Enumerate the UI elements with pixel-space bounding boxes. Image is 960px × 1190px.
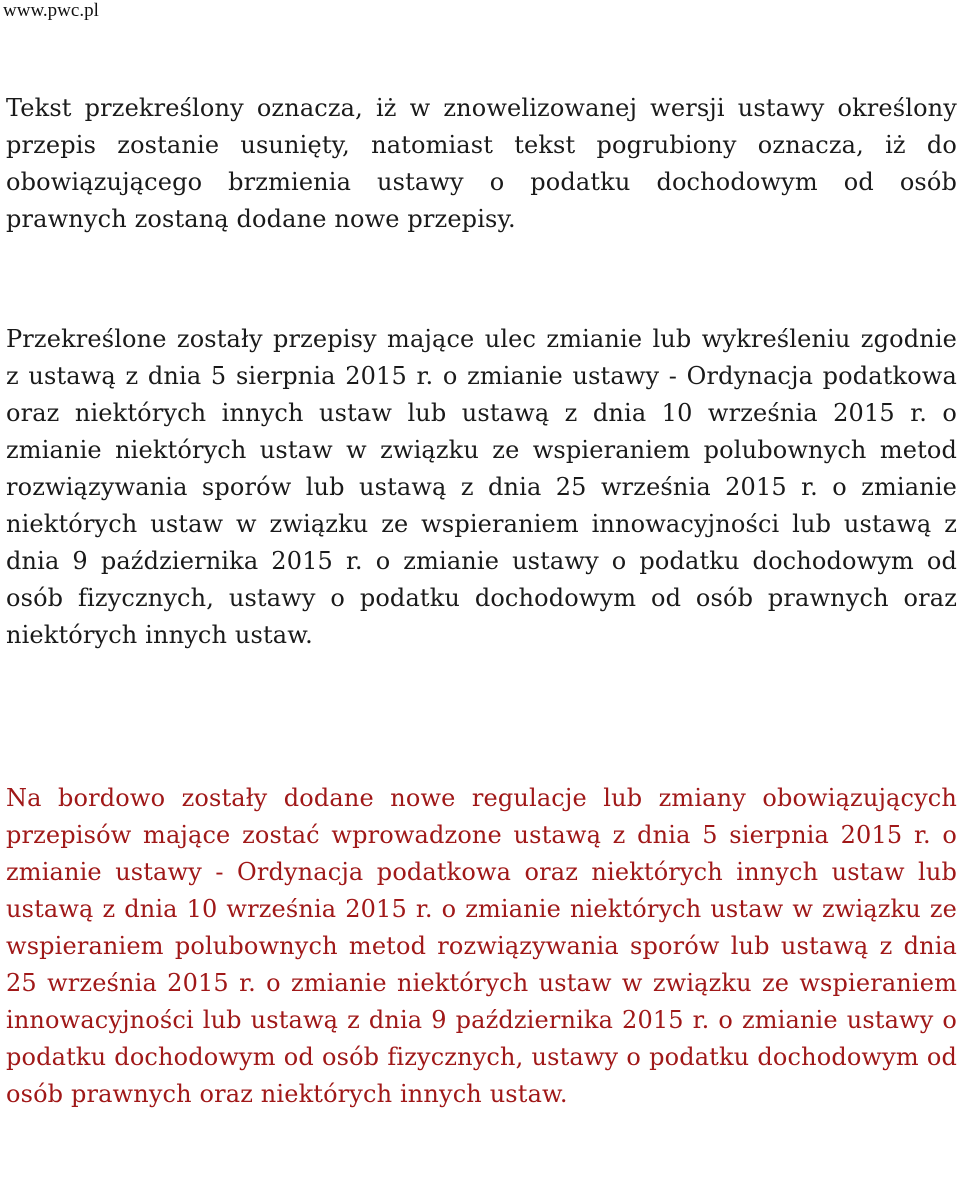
legend-intro-paragraph: Tekst przekreślony oznacza, iż w znowelizowanej wersji ustawy określony przepis zostanie usunięty, natomiast tekst pogrubiony oznacza, iż do obowiązującego brzmienia ustawy o podatku dochodowym od osób prawnych zostaną dodane nowe przepisy. [6,94,957,233]
source-url: www.pwc.pl [3,0,99,21]
legend-struck-paragraph: Przekreślone zostały przepisy mające ulec zmianie lub wykreśleniu zgodnie z ustawą z dnia 5 sierpnia 2015 r. o zmianie ustawy - Ordynacja podatkowa oraz niektórych innych ustaw lub ustawą z dnia 10 września 2015 r. o zmianie niektórych ustaw w związku ze wspieraniem polubownych metod rozwiązywania sporów lub ustawą z dnia 25 września 2015 r. o zmianie niektórych ustaw w związku ze wspieraniem innowacyjności lub ustawą z dnia 9 października 2015 r. o zmianie ustawy o podatku dochodowym od osób fizycznych, ustawy o podatku dochodowym od osób prawnych oraz niektórych innych ustaw. [6,325,957,649]
legend-burgundy-paragraph: Na bordowo zostały dodane nowe regulacje lub zmiany obowiązujących przepisów mające zostać wprowadzone ustawą z dnia 5 sierpnia 2015 r. o zmianie ustawy - Ordynacja podatkowa oraz niektórych innych ustaw lub ustawą z dnia 10 września 2015 r. o zmianie niektórych ustaw w związku ze wspieraniem polubownych metod rozwiązywania sporów lub ustawą z dnia 25 września 2015 r. o zmianie niektórych ustaw w związku ze wspieraniem innowacyjności lub ustawą z dnia 9 października 2015 r. o zmianie ustawy o podatku dochodowym od osób fizycznych, ustawy o podatku dochodowym od osób prawnych oraz niektórych innych ustaw. [6,784,957,1108]
